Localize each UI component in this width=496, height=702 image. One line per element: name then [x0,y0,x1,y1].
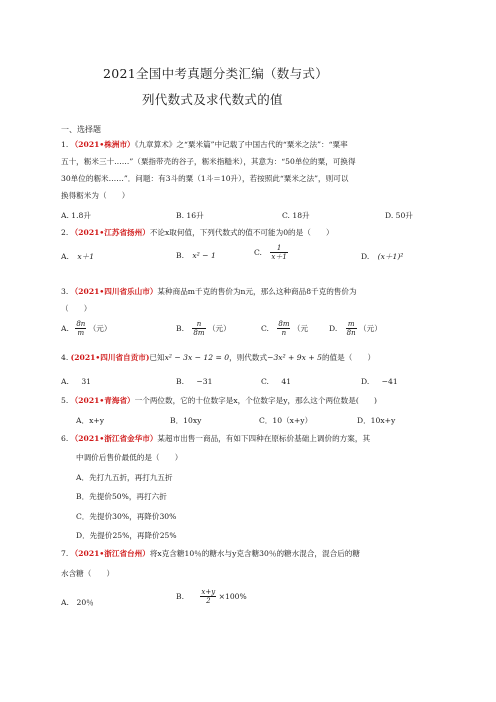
option-fraction [192,320,205,337]
option-value: 31 [81,377,91,386]
question-2-line-1 [61,228,334,238]
option-a[interactable]: A．x+y [76,416,105,425]
question-3-line-1 [61,287,357,297]
option-value: 41 [281,377,292,386]
fraction-denominator: 8n [346,329,356,337]
question-source: (2021•四川省自贡市) [70,353,150,362]
question-4-line-1 [61,353,375,363]
unit-label: （元） [207,324,231,333]
option-suffix: ×100% [218,592,247,601]
question-source: （2021•浙江省金华市） [70,434,158,443]
fraction-numerator: n [192,320,205,329]
option-b[interactable] [176,320,231,337]
fraction-denominator: 2 [206,597,211,605]
option-b[interactable]: B．先提价50%，再打六折 [76,492,167,501]
option-label: C. [254,248,262,257]
question-6-line-2: 中调价后售价最低的是（ ） [76,453,183,462]
question-number: 7. [61,549,69,558]
question-source: （2021•江苏省扬州） [70,228,150,237]
question-3-line-2: （ ） [61,304,92,313]
question-number: 2. [61,228,69,237]
question-text: 某超市出售一商品，有如下四种在原标价基础上调价的方案，其 [157,434,371,443]
option-b[interactable] [176,588,247,605]
option-value: −41 [381,377,398,386]
question-number: 1. [61,140,69,149]
fraction-denominator: 8m [193,329,205,337]
option-label: D. [361,377,370,386]
question-5-line-1 [61,396,377,406]
option-b[interactable]: B. 16升 [176,211,204,220]
question-number: 5. [61,396,69,405]
option-b[interactable]: B．10xy [170,416,202,425]
option-label: B. [176,324,184,333]
fraction-numerator: 8m [278,320,290,328]
option-label: B. [176,251,184,260]
unit-label: （元） [88,324,112,333]
expression: −3x² + 9x + 5 [267,353,322,362]
question-number: 3. [61,287,69,296]
page-subtitle: 列代数式及求代数式的值 [142,92,283,107]
option-fraction [277,320,290,337]
option-expression: x² − 1 [192,251,216,260]
question-1-line-1 [61,140,348,150]
option-label: D. [329,324,338,333]
question-6-line-1 [61,434,370,444]
fraction-numerator: 8n [76,320,86,328]
fraction-denominator: m [77,329,85,337]
question-1-line-4: 换得粝米为（ ） [61,191,130,200]
option-label: C. [261,324,269,333]
option-b[interactable] [176,251,216,260]
question-source: （2021•株洲市） [70,140,135,149]
fraction-numerator: 1 [270,244,287,253]
option-label: A. [61,377,69,386]
question-text: 将x克含糖10％的糖水与y克含糖30％的糖水混合，混合后的糖 [149,549,360,558]
option-c[interactable]: C. 18升 [282,211,310,220]
question-7-line-1 [61,549,360,559]
option-d[interactable] [329,320,382,337]
question-7-line-2: 水含糖（ ） [61,569,115,578]
question-1-line-2: 五十，粝米三十……”（粟指带壳的谷子，粝米指糙米），其意为：“50单位的粟，可换得 [61,157,356,166]
option-label: A. [61,252,69,261]
option-d[interactable] [361,251,403,262]
option-label: D. [361,252,370,261]
option-a[interactable]: A. 1.8升 [61,211,91,220]
option-c[interactable]: C．先提价30%，再降价30% [76,512,177,521]
unit-label: （元） [359,324,382,333]
fraction-denominator: n [281,329,287,337]
question-number: 6. [61,434,69,443]
question-source: （2021•四川省乐山市） [70,287,158,296]
option-label: B. [176,592,184,601]
equation: x² − 3x − 12 = 0 [164,353,230,362]
option-label: C. [261,377,269,386]
option-d[interactable]: D．先提价25%，再降价25% [76,531,177,540]
option-c[interactable] [261,377,291,386]
option-a[interactable] [61,377,91,386]
section-heading: 一、选择题 [61,125,101,134]
option-c[interactable]: C．10（x+y） [259,416,313,425]
question-text: 某种商品m千克的售价为n元，那么这种商品8千克的售价为 [157,287,357,296]
fraction-numerator: m [346,320,357,329]
option-a[interactable] [61,251,94,262]
question-source: （2021•青海省） [70,396,135,405]
option-c[interactable] [254,244,288,261]
option-label: A. [61,324,69,333]
option-d[interactable]: D．10x+y [357,416,396,425]
option-value: −31 [196,377,213,386]
question-text-pre: 已知 [149,353,165,362]
question-text: 不论x取何值，下列代数式的值不可能为0的是（ ） [149,228,334,237]
fraction-denominator: x＋1 [271,253,287,261]
option-d[interactable]: D. 50升 [385,211,413,220]
option-c[interactable] [261,320,308,337]
option-d[interactable] [361,377,398,386]
option-a[interactable]: A．先打九五折，再打九五折 [76,473,173,482]
question-text-mid: ，则代数式 [229,353,268,362]
option-fraction [270,244,287,261]
page-title: 2021全国中考真题分类汇编（数与式） [103,66,329,81]
option-a[interactable]: A. 20％ [61,598,94,607]
option-label: B. [176,377,184,386]
question-1-line-3: 30单位的粝米……”．问题：有3斗的粟（1斗＝10升），若按照此“粟米之法”，则可以 [61,174,349,183]
question-text: 一个两位数，它的十位数字是x，个位数字是y，那么这个两位数是( ) [134,396,377,405]
option-expression: (x＋1)² [377,252,404,261]
question-source: （2021•浙江省台州） [70,549,150,558]
question-text-post: 的值是（ ） [321,353,376,362]
option-a[interactable] [61,320,112,337]
fraction-numerator: x+y [201,588,216,596]
option-fraction [346,320,357,337]
question-number: 4. [61,353,69,362]
option-fraction [200,588,216,605]
unit-label: （元 [292,324,309,333]
option-b[interactable] [176,377,212,386]
question-text: 《九章算术》之“粟米篇”中记载了中国古代的“粟米之法”：“粟率 [134,140,348,149]
option-expression: x＋1 [77,252,95,261]
option-fraction [75,320,86,337]
